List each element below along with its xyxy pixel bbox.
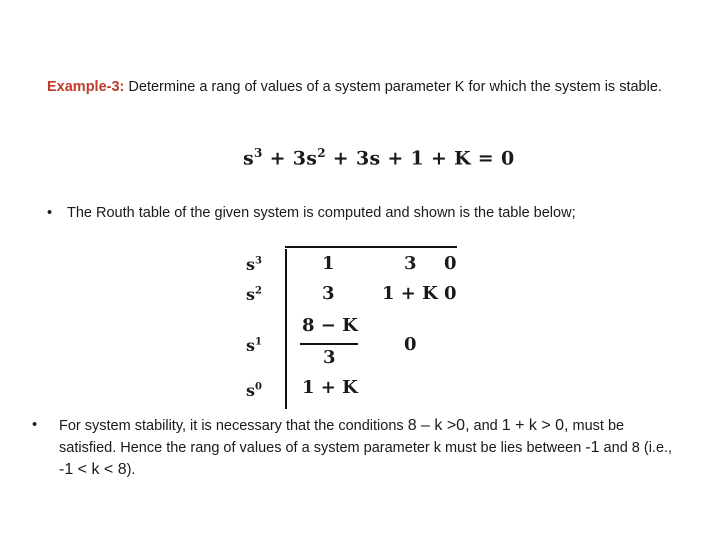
routh-cell: 1 + K	[302, 377, 358, 398]
routh-fraction-bar	[300, 343, 358, 345]
routh-row-label: $s^3$	[246, 255, 262, 274]
routh-top-line	[285, 246, 457, 248]
bullet-text: For system stability, it is necessary that the conditions 8 – k >0, and 1 + k > 0, must be satisfied. Hence the rang of values of a system parameter k must be lies between -1 and 8 (i.e., -1 < k < 8).	[59, 417, 673, 478]
routh-table	[240, 243, 470, 403]
routh-fraction-denominator: 3	[323, 347, 336, 368]
routh-cell: 0	[444, 283, 457, 304]
example-text: Determine a rang of values of a system parameter K for which the system is stable.	[124, 79, 662, 95]
routh-cell: 3	[322, 283, 335, 304]
routh-row-label: $s^1$	[246, 336, 262, 355]
routh-cell: 1	[322, 253, 335, 274]
routh-divider	[285, 249, 287, 409]
routh-cell: 0	[404, 334, 417, 355]
routh-cell: 0	[444, 253, 457, 274]
condition-2: 1 + k > 0,	[501, 417, 569, 434]
condition-1: 8 – k >0,	[407, 417, 470, 434]
example-intro	[47, 77, 687, 98]
routh-cell: 3	[404, 253, 417, 274]
routh-row-label: $s^2$	[246, 285, 262, 304]
characteristic-equation: $s^3 + 3s^2 + 3s + 1 + K = 0$	[243, 146, 515, 170]
bullet-marker: •	[32, 417, 38, 433]
routh-row-label: $s^0$	[246, 381, 262, 400]
example-label: Example-3:	[47, 79, 125, 95]
routh-fraction-numerator: 8 − K	[302, 315, 358, 336]
bullet-marker: •	[47, 205, 53, 221]
stability-range: -1 < k < 8	[59, 461, 127, 478]
routh-cell: 1 + K	[382, 283, 438, 304]
bullet-text: The Routh table of the given system is computed and shown is the table below;	[67, 205, 576, 221]
